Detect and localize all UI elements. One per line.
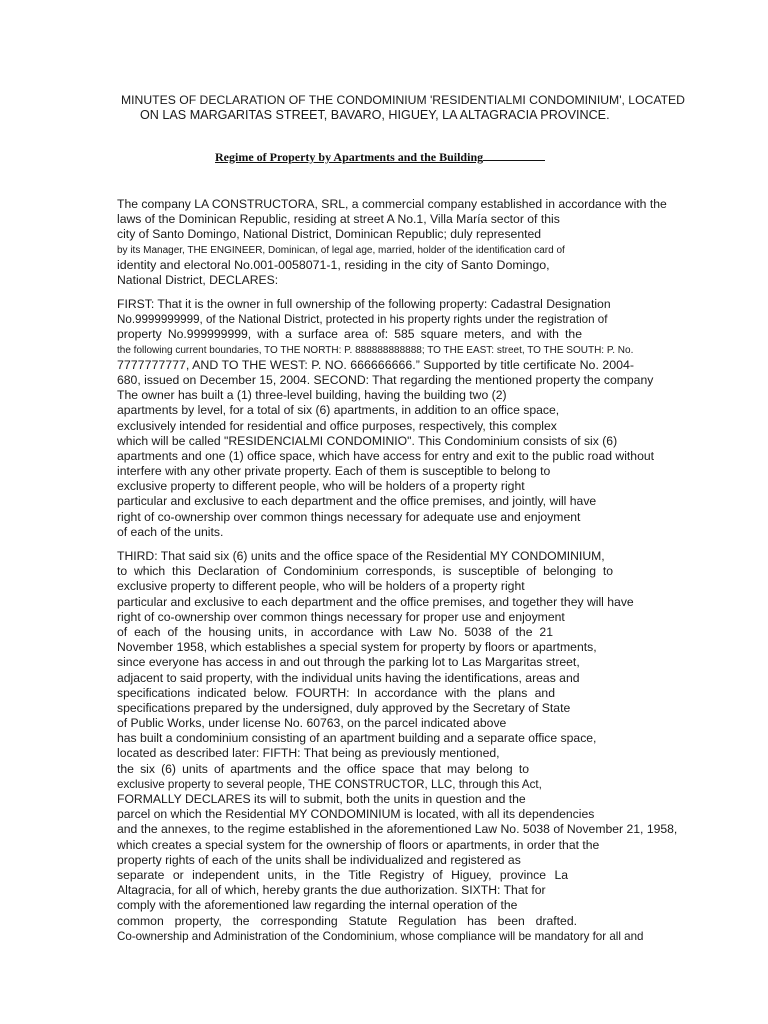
section-heading <box>215 149 545 165</box>
paragraph-line: which will be called "RESIDENCIALMI CONDOMINIO". This Condominium consists of six (6) <box>117 433 618 448</box>
paragraph-line: exclusive property to several people, THE CONSTRUCTOR, LLC, through this Act, <box>117 777 542 791</box>
paragraph-line: exclusively intended for residential and office purposes, respectively, this complex <box>117 418 557 433</box>
paragraph-line: 7777777777, AND TO THE WEST: P. NO. 666666666.” Supported by title certificate No. 2004- <box>117 357 635 372</box>
paragraph-line: by its Manager, THE ENGINEER, Dominican, of legal age, married, holder of the identification card of <box>117 244 565 256</box>
paragraph-line: parcel on which the Residential MY CONDOMINIUM is located, with all its dependencies <box>117 807 595 822</box>
paragraph-line: FIRST: That it is the owner in full ownership of the following property: Cadastral Designation <box>117 297 611 311</box>
heading-underline-rule <box>483 149 545 161</box>
paragraph-line: of each of the units. <box>117 524 224 539</box>
paragraph-line: located as described later: FIFTH: That being as previously mentioned, <box>117 746 500 761</box>
paragraph-line: specifications prepared by the undersigned, duly approved by the Secretary of State <box>117 700 571 715</box>
paragraph-line: identity and electoral No.001-0058071-1, residing in the city of Santo Domingo, <box>117 257 550 272</box>
paragraph-third-sixth <box>117 549 687 944</box>
paragraph-line: No.9999999999, of the National District, protected in his property rights under the registration of <box>117 313 608 327</box>
paragraph-line: exclusive property to different people, who will be holders of a property right <box>117 579 525 594</box>
paragraph-line: apartments by level, for a total of six (6) apartments, in addition to an office space, <box>117 403 560 418</box>
paragraph-line: interfere with any other private property. Each of them is susceptible to belong to <box>117 464 551 479</box>
paragraph-line: 680, issued on December 15, 2004. SECOND: That regarding the mentioned property the company <box>117 372 654 387</box>
paragraph-line: and the annexes, to the regime established in the aforementioned Law No. 5038 of November 21, 1958, <box>117 822 678 837</box>
paragraph-line: laws of the Dominican Republic, residing at street A No.1, Villa María sector of this <box>117 212 560 227</box>
paragraph-line: THIRD: That said six (6) units and the office space of the Residential MY CONDOMINIUM, <box>117 549 605 563</box>
document-title-line-1: MINUTES OF DECLARATION OF THE CONDOMINIUM 'RESIDENTIALMI CONDOMINIUM', LOCATED <box>121 93 685 107</box>
paragraph-line: common property, the corresponding Statute Regulation has been drafted. <box>117 913 577 928</box>
paragraph-line: property rights of each of the units shall be individualized and registered as <box>117 852 521 867</box>
paragraph-line: National District, DECLARES: <box>117 272 279 287</box>
section-heading-text: Regime of Property by Apartments and the Building <box>215 150 484 164</box>
paragraph-first-second <box>117 297 687 540</box>
paragraph-line: The company LA CONSTRUCTORA, SRL, a commercial company established in accordance with the <box>117 197 667 211</box>
paragraph-line: of each of the housing units, in accordance with Law No. 5038 of the 21 <box>117 624 553 639</box>
paragraph-line: particular and exclusive to each department and the office premises, and jointly, will have <box>117 494 597 509</box>
paragraph-line: the following current boundaries, TO THE NORTH: P. 888888888888; TO THE EAST: street, TO THE SOUTH: P. No. <box>117 344 634 356</box>
paragraph-line: particular and exclusive to each department and the office premises, and together they will have <box>117 594 634 609</box>
paragraph-line: which creates a special system for the ownership of floors or apartments, in order that the <box>117 837 600 852</box>
paragraph-line: adjacent to said property, with the individual units having the identifications, areas and <box>117 670 580 685</box>
paragraph-line: city of Santo Domingo, National District, Dominican Republic; duly represented <box>117 227 542 242</box>
paragraph-line: separate or independent units, in the Title Registry of Higuey, province La <box>117 867 568 882</box>
paragraph-line: specifications indicated below. FOURTH: In accordance with the plans and <box>117 685 555 700</box>
paragraph-line: comply with the aforementioned law regarding the internal operation of the <box>117 898 518 913</box>
paragraph-line: FORMALLY DECLARES its will to submit, both the units in question and the <box>117 792 526 806</box>
paragraph-line: of Public Works, under license No. 60763, on the parcel indicated above <box>117 716 507 731</box>
paragraph-line: Altagracia, for all of which, hereby grants the due authorization. SIXTH: That for <box>117 883 546 898</box>
paragraph-line: since everyone has access in and out through the parking lot to Las Margaritas street, <box>117 655 580 670</box>
paragraph-line: Co-ownership and Administration of the Condominium, whose compliance will be mandatory for all and <box>117 929 644 943</box>
paragraph-line: the six (6) units of apartments and the office space that may belong to <box>117 761 529 776</box>
document-title-line-2: ON LAS MARGARITAS STREET, BAVARO, HIGUEY, LA ALTAGRACIA PROVINCE. <box>140 108 610 122</box>
paragraph-line: right of co-ownership over common things necessary for proper use and enjoyment <box>117 609 565 624</box>
paragraph-line: property No.999999999, with a surface area of: 585 square meters, and with the <box>117 327 582 342</box>
paragraph-line: right of co-ownership over common things necessary for adequate use and enjoyment <box>117 509 581 524</box>
paragraph-line: The owner has built a (1) three-level building, having the building two (2) <box>117 388 507 403</box>
paragraph-line: exclusive property to different people, who will be holders of a property right <box>117 479 525 494</box>
paragraph-intro <box>117 197 687 288</box>
paragraph-line: to which this Declaration of Condominium corresponds, is susceptible of belonging to <box>117 564 613 579</box>
paragraph-line: has built a condominium consisting of an apartment building and a separate office space, <box>117 731 597 746</box>
paragraph-line: November 1958, which establishes a special system for property by floors or apartments, <box>117 640 597 655</box>
paragraph-line: apartments and one (1) office space, which have access for entry and exit to the public road without <box>117 448 655 463</box>
